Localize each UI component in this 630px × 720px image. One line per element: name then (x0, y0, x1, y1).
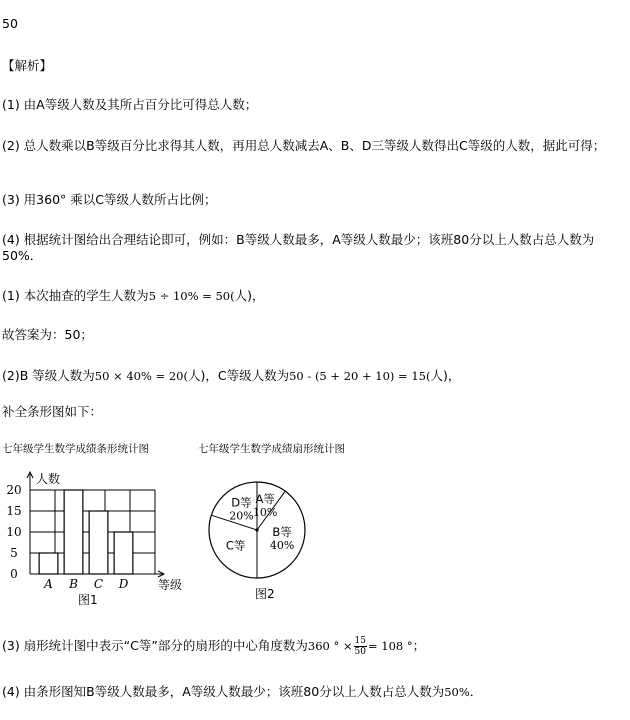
step-1-text: (1) 本次抽查的学生人数为 (2, 288, 149, 303)
solution-step-2 (2, 368, 460, 384)
step-2-text-b: C等级人数为 (217, 368, 290, 383)
bar-y-tick-label: 10 (6, 525, 22, 539)
bar-y-tick-label: 0 (10, 567, 18, 581)
step-3-tail: ； (412, 638, 426, 653)
step-3-fraction (354, 636, 367, 657)
bar-chart-x-labels (43, 577, 129, 591)
complete-line: 补全条形图如下： (2, 404, 103, 419)
bar-x-tick-label: C (93, 577, 104, 591)
solution-step-4 (2, 684, 482, 700)
step-2-tail-b: 人)， (430, 368, 461, 383)
bar-D (114, 532, 133, 574)
fraction-denominator: 50 (354, 647, 366, 657)
bar-chart-ylabel: 人数 (36, 472, 61, 486)
pie-chart (205, 470, 315, 620)
bar-B (64, 490, 83, 574)
hint-4: (4) 根据统计图给出合理结论即可，例如：B等级人数最多，A等级人数最少；该班80分以上人数占总人数为50%． (2, 232, 595, 263)
pie-label: B等 (272, 525, 292, 540)
hint-2: (2) 总人数乘以B等级百分比求得其人数，再用总人数减去A、B、D三等级人数得出C等级的人数，据此可得； (2, 138, 606, 153)
solution-step-3 (2, 636, 425, 657)
step-3-text: (3) 扇形统计图中表示“C等”部分的扇形的中心角度数为 (2, 638, 308, 653)
step-2-tail-a: 人)， (187, 368, 218, 383)
bar-y-tick-label: 5 (10, 546, 18, 560)
bar-x-tick-label: A (44, 577, 53, 591)
bar-A (39, 553, 58, 574)
step-4-text: (4) 由条形图知B等级人数最多，A等级人数最少；该班80分以上人数占总人数为 (2, 684, 445, 699)
bar-y-tick-label: 15 (6, 504, 22, 518)
pie-percent-label: 40% (269, 539, 295, 553)
bar-C (89, 511, 108, 574)
bar-chart-caption: 图1 (78, 593, 98, 607)
pie-center (255, 528, 258, 531)
step-3-math-b: = 108 ° (367, 639, 413, 653)
step-2-math-a: 50 × 40% = 20( (94, 369, 188, 383)
hint-1: (1) 由A等级人数及其所占百分比可得总人数； (2, 97, 258, 112)
bar-x-tick-label: B (69, 577, 78, 591)
step-2-text-a: (2)B 等级人数为 (2, 368, 95, 383)
answer-value: 50 (2, 16, 18, 31)
bar-x-tick-label: D (118, 577, 129, 591)
pie-percent-label: 20% (229, 509, 254, 523)
fraction-numerator: 15 (354, 636, 366, 646)
hint-3: (3) 用360° 乘以C等级人数所占比例； (2, 192, 217, 207)
step-2-math-b: 50 - (5 + 20 + 10) = 15( (289, 369, 431, 383)
pie-label: C等 (225, 538, 246, 553)
answer-line: 故答案为：50； (2, 327, 93, 342)
pie-label: A等 (255, 491, 275, 506)
bar-chart-xlabel: 等级 (158, 578, 183, 592)
bar-chart-title: 七年级学生数学成绩条形统计图 (2, 443, 149, 455)
step-3-math-a: 360 ° × (307, 639, 353, 653)
step-1-math: 5 ÷ 10% = 50( (148, 289, 235, 303)
bar-chart (0, 462, 200, 612)
step-4-tail: ． (469, 684, 483, 699)
solution-step-1 (2, 288, 264, 304)
bar-chart-y-ticks (6, 483, 21, 581)
step-1-tail: 人)， (234, 288, 265, 303)
pie-label: D等 (231, 495, 252, 510)
pie-chart-title: 七年级学生数学成绩扇形统计图 (198, 443, 345, 455)
pie-chart-caption: 图2 (255, 587, 275, 601)
bar-y-tick-label: 20 (6, 483, 22, 497)
step-4-math: 50% (444, 685, 470, 699)
pie-percent-label: 10% (252, 505, 278, 519)
analysis-heading: 【解析】 (2, 58, 53, 73)
